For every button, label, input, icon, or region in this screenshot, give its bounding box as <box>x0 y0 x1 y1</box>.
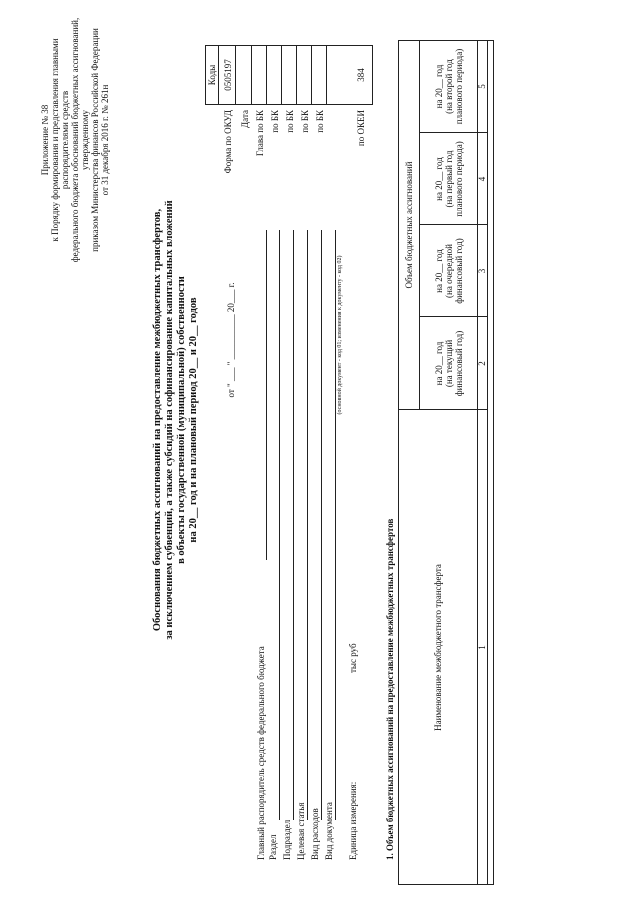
code-label-bk: по БК <box>315 110 325 133</box>
appendix-line: Приложение № 38 <box>40 104 50 176</box>
table-hline <box>487 40 488 885</box>
col-header-year-3 <box>420 133 477 225</box>
field-unit-label: Единица измерения: <box>348 781 358 860</box>
title-line: в объекты государственной (муниципальной) собственности <box>176 276 187 564</box>
col-number: 5 <box>477 84 487 89</box>
fill-line-doc-type[interactable] <box>335 230 336 820</box>
col-header-line: финансовый год) <box>453 330 464 397</box>
col-header-name: Наименование межбюджетного трансферта <box>432 564 443 731</box>
code-label-bk-head: Глава по БК <box>255 110 265 157</box>
code-label-date: Дата <box>240 110 250 128</box>
appendix-line: федерального бюджета обоснований бюджетных ассигнований, утвержденному <box>70 17 90 263</box>
col-number: 2 <box>477 361 487 366</box>
col-header-year-2 <box>420 225 477 317</box>
code-value-okei: 384 <box>356 68 366 82</box>
field-main-manager: Главный распорядитель средств федерального бюджета <box>256 646 266 860</box>
codes-divider <box>218 45 219 105</box>
col-header-line: финансовый год) <box>453 238 464 304</box>
code-label-okei: по ОКЕИ <box>356 110 366 147</box>
fill-line-subsection[interactable] <box>293 230 294 820</box>
title-line: на 20__ год и на плановый период 20__ и 20__ годов <box>188 297 199 543</box>
fill-line-expense-type[interactable] <box>321 230 322 820</box>
col-header-line: (на второй год <box>443 59 454 114</box>
col-number: 3 <box>477 268 487 274</box>
codes-divider <box>296 45 297 105</box>
form-title <box>152 155 200 685</box>
col-header-line: (на текущий <box>443 339 454 388</box>
col-header-line: на 20__ год <box>433 157 444 201</box>
col-header-line: на 20__ год <box>433 249 444 293</box>
appendix-header <box>40 15 110 265</box>
col-header-line: (на очередной <box>443 244 454 298</box>
col-header-line: планового периода) <box>453 48 464 125</box>
col-group-header: Объем бюджетных ассигнований <box>403 161 414 289</box>
codes-header: Коды <box>207 64 217 86</box>
col-number: 4 <box>477 176 487 182</box>
codes-divider <box>266 45 267 105</box>
fill-line-section[interactable] <box>279 230 280 820</box>
codes-divider <box>326 45 327 105</box>
col-header-year-1 <box>420 317 477 410</box>
section-heading: 1. Объем бюджетных ассигнований на предоставление межбюджетных трансфертов <box>385 518 395 860</box>
title-line: Обоснования бюджетных ассигнований на предоставление межбюджетных трансфертов, <box>152 208 163 632</box>
codes-divider <box>251 45 252 105</box>
col-header-line: (на первый год <box>443 150 454 208</box>
col-header-line: планового периода) <box>453 141 464 217</box>
field-section: Раздел <box>268 834 278 860</box>
col-header-line: на 20__ год <box>433 64 444 109</box>
code-label-bk: по БК <box>285 110 295 133</box>
codes-divider <box>281 45 282 105</box>
code-label-bk: по БК <box>300 110 310 133</box>
fill-line-target-item[interactable] <box>307 230 308 820</box>
code-label-okud: Форма по ОКУД <box>223 110 233 174</box>
field-doc-type: Вид документа <box>324 802 334 860</box>
field-unit-value: тыс руб <box>348 643 358 673</box>
appendix-line: от 31 декабря 2016 г. № 261н <box>100 84 110 196</box>
code-value-okud: 0505197 <box>223 59 233 91</box>
codes-divider <box>235 45 236 105</box>
col-number: 1 <box>477 645 487 650</box>
appendix-line: к Порядку формирования и представления главными распорядителями средств <box>50 38 70 242</box>
field-expense-type: Вид расходов <box>310 808 320 860</box>
date-line-caption: (основной документ - код 01; изменения к документу - код 02) <box>337 255 343 415</box>
code-label-bk: по БК <box>270 110 280 133</box>
title-line: за исключением субвенций, а также субсидий на софинансирование капитальных вложений <box>164 200 175 640</box>
appendix-line: приказом Министерства финансов Российской Федерации <box>90 28 100 252</box>
field-subsection: Подраздел <box>282 819 292 860</box>
codes-divider <box>311 45 312 105</box>
fill-line-main-manager[interactable] <box>266 230 267 560</box>
field-target-item: Целевая статья <box>296 802 306 860</box>
col-header-line: на 20__ год <box>433 341 444 386</box>
col-header-year-4 <box>420 40 477 133</box>
date-line: от " ___ " __________ 20___ г. <box>226 282 236 398</box>
